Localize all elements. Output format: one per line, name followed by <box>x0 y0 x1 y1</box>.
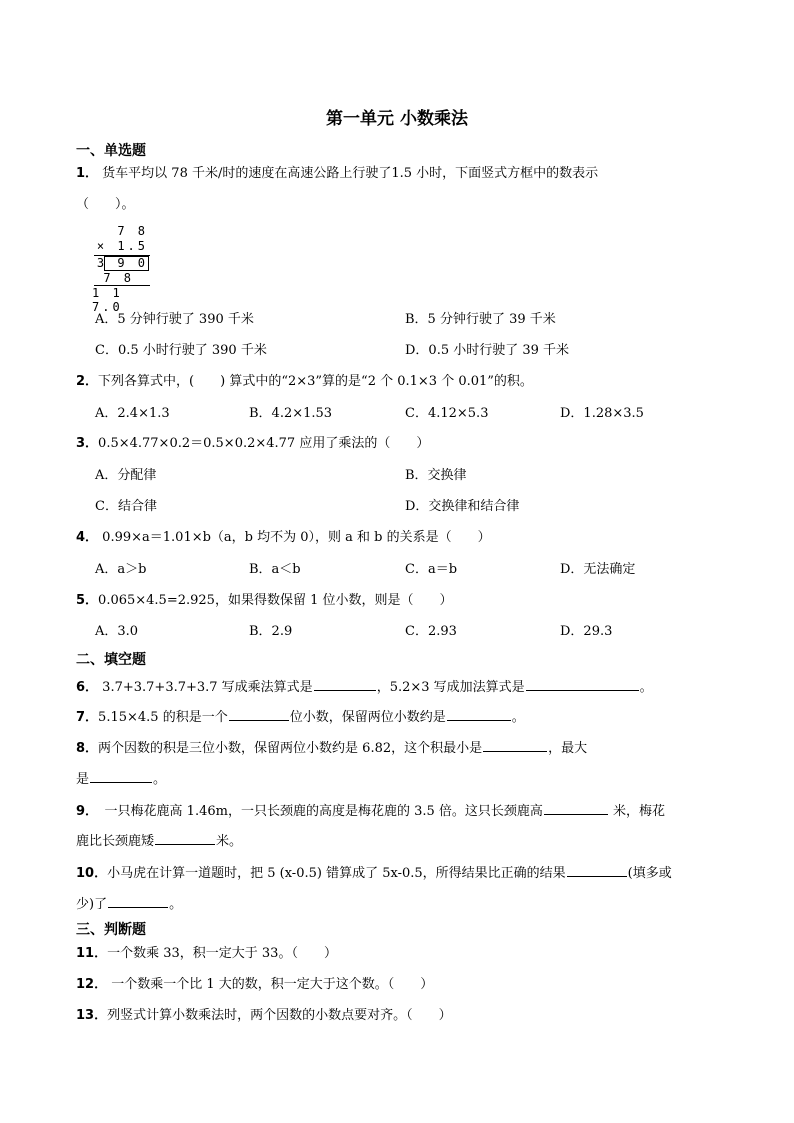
question-text: ，5.2×3 写成加法算式是 <box>376 680 525 695</box>
question-12 <box>76 976 433 994</box>
question-text: 货车平均以 78 千米/时的速度在高速公路上行驶了1.5 小时，下面竖式方框中的数表示 <box>98 166 599 181</box>
question-11 <box>76 945 337 963</box>
option-b: B．2.9 <box>249 624 293 639</box>
question-text: (填多或 <box>627 866 672 881</box>
question-text: 3.7+3.7+3.7+3.7 写成乘法算式是 <box>98 680 313 695</box>
question-text: ，最大 <box>548 741 588 756</box>
question-number: 1． <box>76 166 99 181</box>
question-6 <box>76 676 653 697</box>
calc-row-multiplicand: 7 8 <box>117 224 148 238</box>
answer-blank[interactable] <box>567 862 627 877</box>
question-text: 米。 <box>216 834 243 849</box>
section-heading-true-false: 三、判断题 <box>76 922 146 938</box>
question-text: 鹿比长颈鹿矮 <box>76 834 155 849</box>
question-5 <box>76 592 452 610</box>
question-text: 一个数乘一个比 1 大的数，积一定大于这个数。（ ） <box>107 977 434 992</box>
question-number: 8． <box>76 741 99 756</box>
question-13 <box>76 1007 452 1025</box>
question-number: 9． <box>76 804 92 819</box>
option-d: D．1.28×3.5 <box>560 406 644 421</box>
question-text: 0.99×a＝1.01×b（a，b 均不为 0），则 a 和 b 的关系是（ ） <box>98 530 491 545</box>
section-heading-single-choice: 一、单选题 <box>76 143 146 159</box>
option-d: D．无法确定 <box>560 562 636 577</box>
option-c: C．2.93 <box>405 624 457 639</box>
question-2 <box>76 373 533 391</box>
question-text: 一个数乘 33，积一定大于 33。（ ） <box>107 946 337 961</box>
question-text: 少)了 <box>76 897 108 912</box>
question-text: 位小数，保留两位小数约是 <box>289 710 446 725</box>
answer-blank[interactable] <box>108 893 168 908</box>
page-title: 第一单元 小数乘法 <box>326 109 468 129</box>
question-number: 2． <box>76 374 99 389</box>
question-3 <box>76 435 429 453</box>
option-c: C．a＝b <box>405 562 458 577</box>
question-7 <box>76 706 525 727</box>
question-8 <box>76 737 587 758</box>
question-1-continued: （ ）。 <box>76 197 135 212</box>
question-10 <box>76 862 672 883</box>
calc-row-product: 1 1 7.0 <box>92 286 123 314</box>
question-1 <box>76 165 598 183</box>
answer-blank[interactable] <box>544 800 608 815</box>
question-number: 10． <box>76 866 108 881</box>
answer-blank[interactable] <box>447 706 511 721</box>
answer-blank[interactable] <box>314 676 376 691</box>
option-a: A．分配律 <box>95 468 157 483</box>
option-b: B．交换律 <box>405 468 467 483</box>
question-number: 4． <box>76 530 99 545</box>
question-text: 米，梅花 <box>608 804 666 819</box>
question-text: 。 <box>153 772 167 787</box>
calc-row-multiplier: × 1.5 <box>96 239 148 253</box>
question-text: 5.15×4.5 的积是一个 <box>98 710 228 725</box>
question-9-continued <box>76 830 242 851</box>
question-9 <box>76 800 665 821</box>
question-text: 一只梅花鹿高 1.46m，一只长颈鹿的高度是梅花鹿的 3.5 倍。这只长颈鹿高 <box>91 804 543 819</box>
answer-blank[interactable] <box>526 676 639 691</box>
question-text: 下列各算式中，( ) 算式中的“2×3”算的是“2 个 0.1×3 个 0.01”的积。 <box>98 374 533 389</box>
question-8-continued <box>76 768 166 789</box>
calc-row-partial-2: 7 8 <box>103 271 134 285</box>
question-text: 0.5×4.77×0.2＝0.5×0.2×4.77 应用了乘法的（ ） <box>98 436 430 451</box>
answer-blank[interactable] <box>229 706 289 721</box>
option-c: C．结合律 <box>95 499 157 514</box>
question-text: 0.065×4.5=2.925，如果得数保留 1 位小数，则是（ ） <box>98 593 453 608</box>
option-d: D．29.3 <box>560 624 613 639</box>
option-d: D．0.5 小时行驶了 39 千米 <box>405 343 570 358</box>
question-text: 列竖式计算小数乘法时，两个因数的小数点要对齐。（ ） <box>107 1008 452 1023</box>
option-a: A．a＞b <box>95 562 147 577</box>
option-a: A．5 分钟行驶了 390 千米 <box>95 312 254 327</box>
answer-blank[interactable] <box>90 768 152 783</box>
question-text: 两个因数的积是三位小数，保留两位小数约是 6.82，这个积最小是 <box>98 741 483 756</box>
option-b: B．5 分钟行驶了 39 千米 <box>405 312 556 327</box>
question-text: 。 <box>639 680 653 695</box>
option-c: C．4.12×5.3 <box>405 406 489 421</box>
question-text: 。 <box>169 897 183 912</box>
question-4 <box>76 529 491 547</box>
question-number: 3． <box>76 436 99 451</box>
question-text: 小马虎在计算一道题时，把 5 (x-0.5) 错算成了 5x-0.5，所得结果比正确的结果 <box>107 866 566 881</box>
answer-blank[interactable] <box>155 830 215 845</box>
question-number: 5． <box>76 593 99 608</box>
question-number: 12． <box>76 977 108 992</box>
answer-blank[interactable] <box>483 737 547 752</box>
option-d: D．交换律和结合律 <box>405 499 520 514</box>
section-heading-fill-in: 二、填空题 <box>76 652 146 668</box>
question-text: 是 <box>76 772 90 787</box>
option-a: A．2.4×1.3 <box>95 406 170 421</box>
calc-row-partial-1: 3 9 0 <box>96 256 148 270</box>
vertical-multiplication <box>92 222 156 314</box>
question-number: 13． <box>76 1008 108 1023</box>
option-b: B．a＜b <box>249 562 301 577</box>
option-b: B．4.2×1.53 <box>249 406 333 421</box>
question-number: 6． <box>76 680 99 695</box>
option-c: C．0.5 小时行驶了 390 千米 <box>95 343 267 358</box>
question-number: 7． <box>76 710 99 725</box>
option-a: A．3.0 <box>95 624 139 639</box>
question-10-continued <box>76 893 182 914</box>
question-text: 。 <box>511 710 525 725</box>
question-number: 11． <box>76 946 108 961</box>
